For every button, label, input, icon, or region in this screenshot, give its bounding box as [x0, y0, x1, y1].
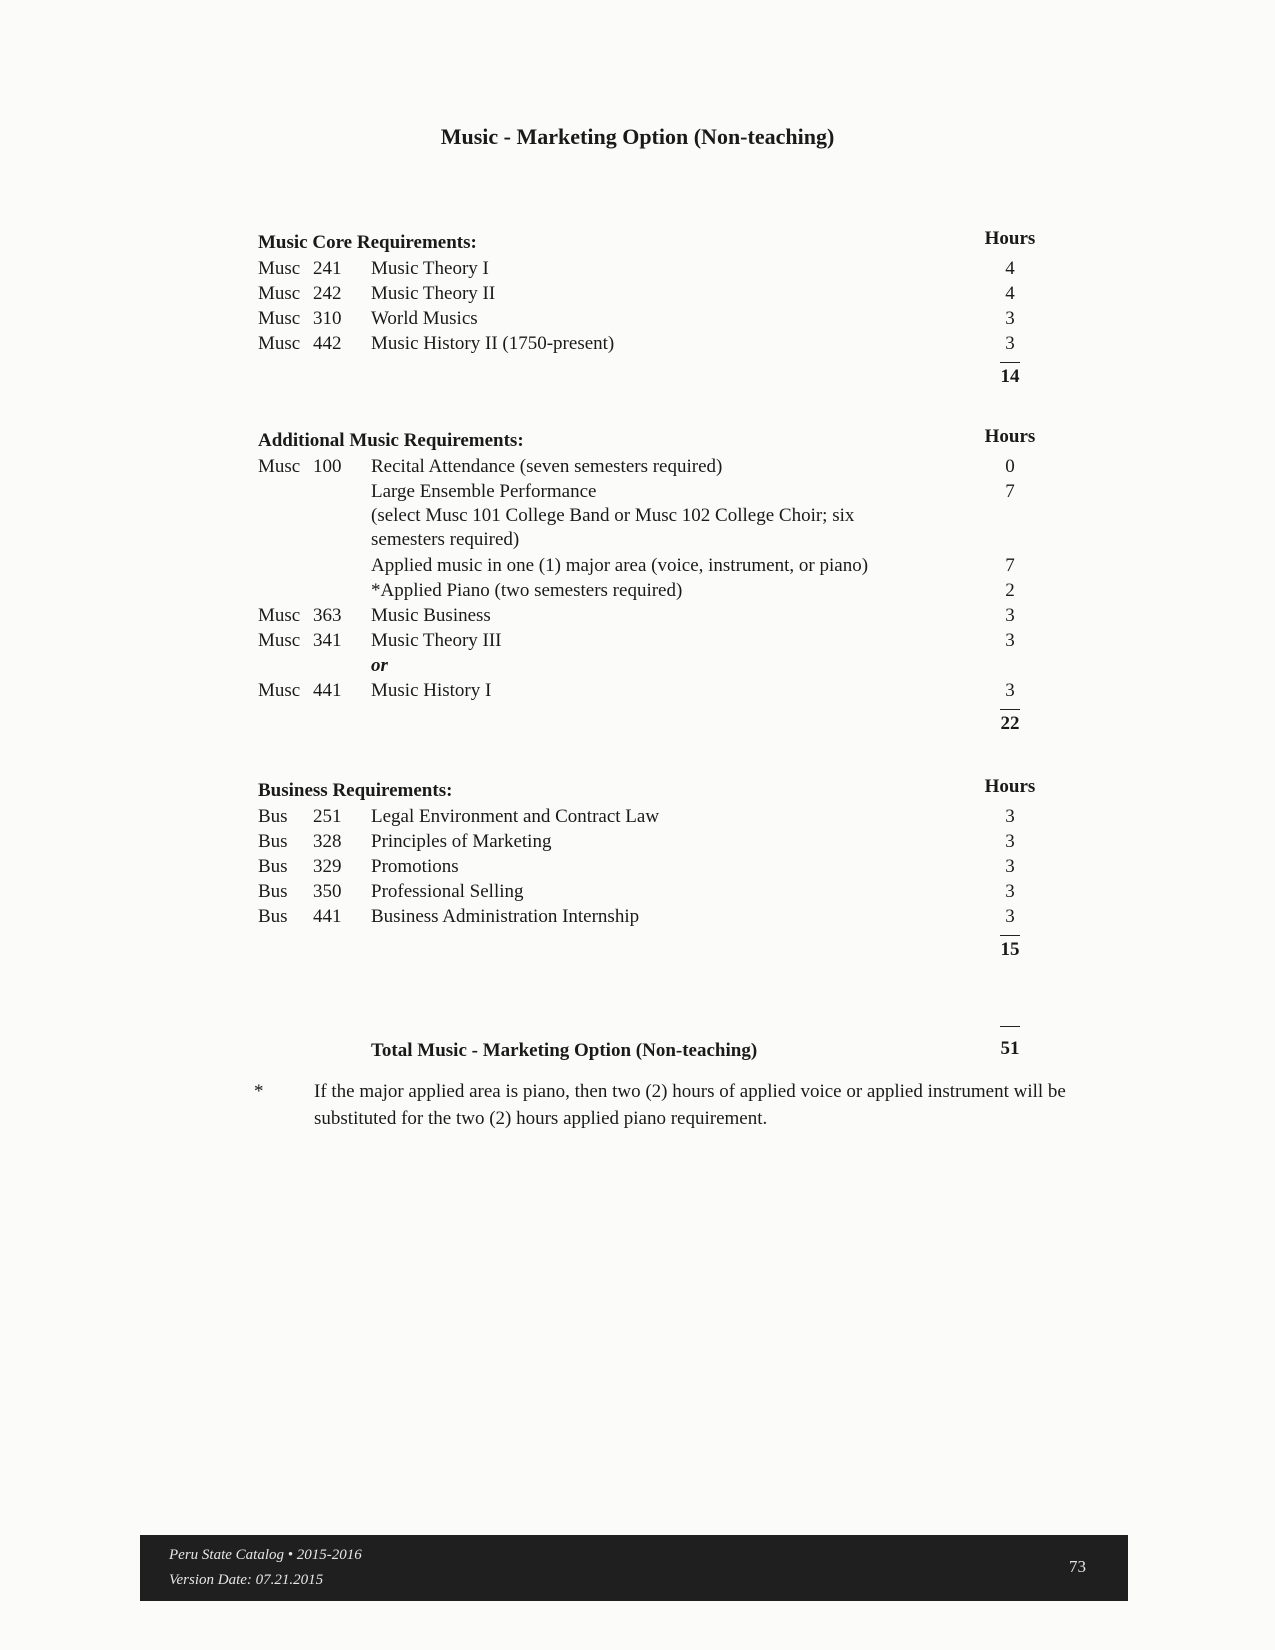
course-hours: 0 [1005, 456, 1015, 477]
course-hours: 3 [1005, 906, 1015, 927]
page-title: Music - Marketing Option (Non-teaching) [440, 124, 835, 149]
section-total-value: 22 [1000, 713, 1020, 734]
grand-total [258, 1018, 1040, 1068]
course-dept: Bus [258, 806, 288, 827]
course-row [258, 553, 1040, 578]
course-dept: Musc [258, 258, 301, 279]
section-total-value: 14 [1000, 366, 1020, 387]
course-dept: Musc [258, 333, 301, 354]
course-row [258, 854, 1040, 879]
course-note: (select Musc 101 College Band or Musc 102 College Choir; six semesters required) [371, 505, 855, 550]
course-title: Large Ensemble Performance [371, 481, 597, 502]
course-row [258, 904, 1040, 929]
grand-total-label: Total Music - Marketing Option (Non-teaching) [371, 1040, 758, 1061]
course-title: Legal Environment and Contract Law [371, 806, 660, 827]
course-row [258, 603, 1040, 628]
course-row [258, 578, 1040, 603]
grand-total-value: 51 [1000, 1038, 1020, 1059]
course-hours: 2 [1005, 580, 1015, 601]
course-dept: Musc [258, 283, 301, 304]
course-row [258, 804, 1040, 829]
section-title: Additional Music Requirements: [258, 430, 524, 451]
total-rule [1000, 935, 1020, 936]
total-rule [1000, 362, 1020, 363]
course-number: 363 [313, 605, 342, 626]
course-title: Principles of Marketing [371, 831, 552, 852]
course-title: Music Theory III [371, 630, 502, 651]
course-title: Music Theory II [371, 283, 496, 304]
course-row [258, 628, 1040, 653]
or-row [258, 653, 1040, 678]
course-title: Business Administration Internship [371, 906, 640, 927]
course-number: 100 [313, 456, 342, 477]
or-label: or [371, 655, 388, 676]
course-number: 241 [313, 258, 342, 279]
course-dept: Musc [258, 456, 301, 477]
page-footer [140, 1535, 1128, 1601]
course-dept: Bus [258, 831, 288, 852]
course-row [258, 454, 1040, 479]
course-number: 350 [313, 881, 342, 902]
course-hours: 3 [1005, 881, 1015, 902]
course-dept: Bus [258, 856, 288, 877]
footer-catalog: Peru State Catalog • 2015-2016 [169, 1547, 362, 1563]
course-hours: 7 [1005, 481, 1015, 502]
section-total [258, 356, 1040, 392]
course-hours: 3 [1005, 806, 1015, 827]
hours-header: Hours [984, 426, 1036, 447]
total-rule [1000, 1026, 1020, 1027]
section-total-value: 15 [1000, 939, 1020, 960]
course-hours: 3 [1005, 856, 1015, 877]
course-number: 441 [313, 680, 342, 701]
course-title: Music History I [371, 680, 492, 701]
course-title: Music Business [371, 605, 491, 626]
course-hours: 3 [1005, 630, 1015, 651]
hours-header: Hours [984, 776, 1036, 797]
section-total [258, 703, 1040, 739]
course-row [258, 479, 1040, 504]
section-total [258, 929, 1040, 965]
course-hours: 3 [1005, 605, 1015, 626]
course-number: 310 [313, 308, 342, 329]
page-number: 73 [1069, 1557, 1086, 1576]
course-row [258, 678, 1040, 703]
course-title: Music History II (1750-present) [371, 333, 615, 354]
course-hours: 7 [1005, 555, 1015, 576]
business-section [258, 776, 1040, 965]
course-dept: Musc [258, 605, 301, 626]
course-row [258, 281, 1040, 306]
course-row [258, 256, 1040, 281]
course-row [258, 331, 1040, 356]
course-hours: 4 [1005, 283, 1015, 304]
course-title: Promotions [371, 856, 459, 877]
total-rule [1000, 709, 1020, 710]
course-hours: 4 [1005, 258, 1015, 279]
course-row [258, 829, 1040, 854]
course-hours: 3 [1005, 680, 1015, 701]
course-dept: Musc [258, 308, 301, 329]
course-number: 329 [313, 856, 342, 877]
course-number: 251 [313, 806, 342, 827]
footnote-text: If the major applied area is piano, then two (2) hours of applied voice or applied instrument will be substituted for the two (2) hours applied piano requirement. [314, 1081, 1066, 1129]
footer-version: Version Date: 07.21.2015 [169, 1572, 324, 1588]
music-core-section [258, 228, 1040, 392]
course-title: Applied music in one (1) major area (voice, instrument, or piano) [371, 555, 869, 576]
additional-music-section [258, 426, 1040, 739]
course-hours: 3 [1005, 308, 1015, 329]
course-row [258, 879, 1040, 904]
course-dept: Bus [258, 881, 288, 902]
course-number: 242 [313, 283, 342, 304]
course-dept: Bus [258, 906, 288, 927]
course-hours: 3 [1005, 333, 1015, 354]
course-title: Professional Selling [371, 881, 524, 902]
course-note-row [258, 504, 1040, 553]
course-number: 341 [313, 630, 342, 651]
course-dept: Musc [258, 680, 301, 701]
course-title: Recital Attendance (seven semesters required) [371, 456, 723, 477]
course-row [258, 306, 1040, 331]
section-title: Music Core Requirements: [258, 232, 477, 253]
section-title: Business Requirements: [258, 780, 453, 801]
course-title: *Applied Piano (two semesters required) [371, 580, 683, 601]
course-title: World Musics [371, 308, 478, 329]
course-number: 442 [313, 333, 342, 354]
course-hours: 3 [1005, 831, 1015, 852]
footnote-mark: * [254, 1081, 264, 1102]
course-title: Music Theory I [371, 258, 489, 279]
course-dept: Musc [258, 630, 301, 651]
hours-header: Hours [984, 228, 1036, 249]
course-number: 328 [313, 831, 342, 852]
course-number: 441 [313, 906, 342, 927]
